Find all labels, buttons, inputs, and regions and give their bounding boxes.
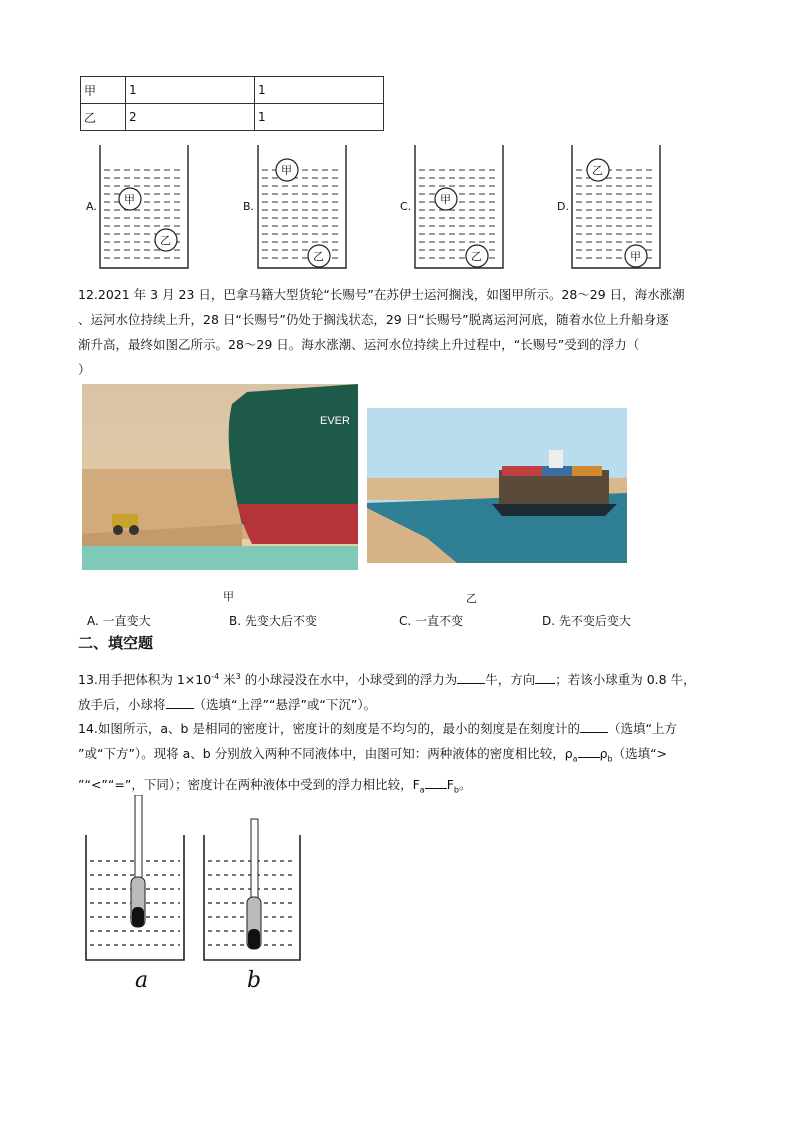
q12-line: 12.2021 年 3 月 23 日，巴拿马籍大型货轮“长赐号”在苏伊士运河搁浅，如图甲所示。28～29 日，海水涨潮 bbox=[78, 287, 685, 302]
q13-text: ；若该小球重为 0.8 牛， bbox=[555, 672, 696, 688]
label-a: a bbox=[135, 968, 149, 993]
answer-blank[interactable] bbox=[457, 671, 485, 684]
q12-line: 渐升高，最终如图乙所示。28～29 日。海水涨潮、运河水位持续上升过程中，“长赐号”受到的浮力（ bbox=[78, 337, 640, 352]
ball-label-top: 甲 bbox=[124, 193, 135, 206]
q13-text: 米 bbox=[219, 672, 236, 688]
q14-sub: a bbox=[572, 754, 578, 764]
table-cell: 1 bbox=[126, 77, 255, 104]
table-cell: 2 bbox=[126, 104, 255, 131]
option-label: D. bbox=[557, 200, 569, 213]
ship-photo-a bbox=[82, 384, 358, 570]
q13-line2 bbox=[78, 692, 728, 717]
beaker-option-d bbox=[0, 0, 794, 290]
table-cell: 1 bbox=[255, 77, 384, 104]
label-b: b bbox=[247, 968, 262, 993]
q14-sub: a bbox=[419, 785, 425, 794]
hydrometer-diagram bbox=[80, 795, 310, 965]
ball-label-top: 乙 bbox=[592, 164, 603, 177]
question-13 bbox=[78, 664, 728, 717]
q14-line1 bbox=[78, 716, 728, 741]
q14-text: F bbox=[446, 776, 454, 792]
table-cell: 乙 bbox=[81, 104, 126, 131]
question-12 bbox=[78, 282, 728, 382]
q13-text: 13.用手把体积为 1×10 bbox=[78, 672, 212, 688]
caption-b: 乙 bbox=[466, 592, 477, 605]
question-14 bbox=[78, 716, 728, 802]
ball-label-bottom: 甲 bbox=[630, 250, 641, 263]
q14-text: ρ bbox=[599, 746, 608, 761]
q14-sub: b bbox=[453, 785, 459, 794]
table-cell: 1 bbox=[255, 104, 384, 131]
q14-text: ”或“下方”）。现将 a、b 分别放入两种不同液体中，由图可知：两种液体的密度相比较，ρ bbox=[78, 746, 573, 761]
q14-text: （选填“> bbox=[612, 746, 668, 761]
answer-blank[interactable] bbox=[580, 720, 608, 733]
option-b: B. 先变大后不变 bbox=[229, 614, 317, 628]
ship-hull-text: EVER bbox=[320, 415, 350, 427]
ball-label-bottom: 乙 bbox=[471, 250, 482, 263]
q13-exp: 3 bbox=[235, 672, 241, 681]
q13-line1 bbox=[78, 664, 728, 692]
q13-text: （选填“上浮”“悬浮”或“下沉”）。 bbox=[193, 697, 377, 713]
answer-blank[interactable] bbox=[166, 696, 194, 709]
answer-blank[interactable] bbox=[425, 776, 447, 789]
q13-text: 放手后，小球将 bbox=[78, 697, 166, 713]
section-title: 二、填空题 bbox=[78, 634, 154, 652]
option-a: A. 一直变大 bbox=[87, 614, 151, 628]
answer-blank[interactable] bbox=[578, 745, 600, 758]
ball-label-bottom: 乙 bbox=[160, 234, 171, 247]
ship-photo-b bbox=[367, 408, 627, 563]
beaker-a bbox=[86, 795, 184, 960]
table-cell: 甲 bbox=[81, 77, 126, 104]
q13-exp: -4 bbox=[211, 672, 220, 681]
option-label: B. bbox=[243, 200, 255, 213]
option-c: C. 一直不变 bbox=[399, 614, 464, 628]
q14-line2 bbox=[78, 741, 728, 772]
option-label: A. bbox=[86, 200, 97, 213]
beaker-b bbox=[204, 819, 300, 960]
q14-text: ”“<”“=”，下同）；密度计在两种液体中受到的浮力相比较，F bbox=[78, 776, 420, 792]
caption-a: 甲 bbox=[223, 590, 234, 603]
q12-line: ） bbox=[78, 362, 91, 377]
option-d: D. 先不变后变大 bbox=[542, 614, 631, 628]
q14-sub: b bbox=[607, 754, 613, 764]
ball-label-top: 甲 bbox=[440, 193, 451, 206]
q12-line: 、运河水位持续上升，28 日“长赐号”仍处于搁浅状态，29 日“长赐号”脱离运河河底，随着水位上升船身逐 bbox=[78, 312, 669, 327]
q13-text: 的小球浸没在水中，小球受到的浮力为 bbox=[240, 672, 458, 688]
option-label: C. bbox=[400, 200, 412, 213]
q14-text: 。 bbox=[458, 776, 472, 792]
answer-blank[interactable] bbox=[535, 671, 555, 684]
ball-label-top: 甲 bbox=[281, 164, 292, 177]
ball-label-bottom: 乙 bbox=[313, 250, 324, 263]
q13-text: 牛，方向 bbox=[485, 672, 536, 688]
q14-text: （选填“上方 bbox=[607, 721, 677, 736]
q14-text: 14.如图所示，a、b 是相同的密度计，密度计的刻度是不均匀的，最小的刻度是在刻度计的 bbox=[78, 721, 580, 736]
